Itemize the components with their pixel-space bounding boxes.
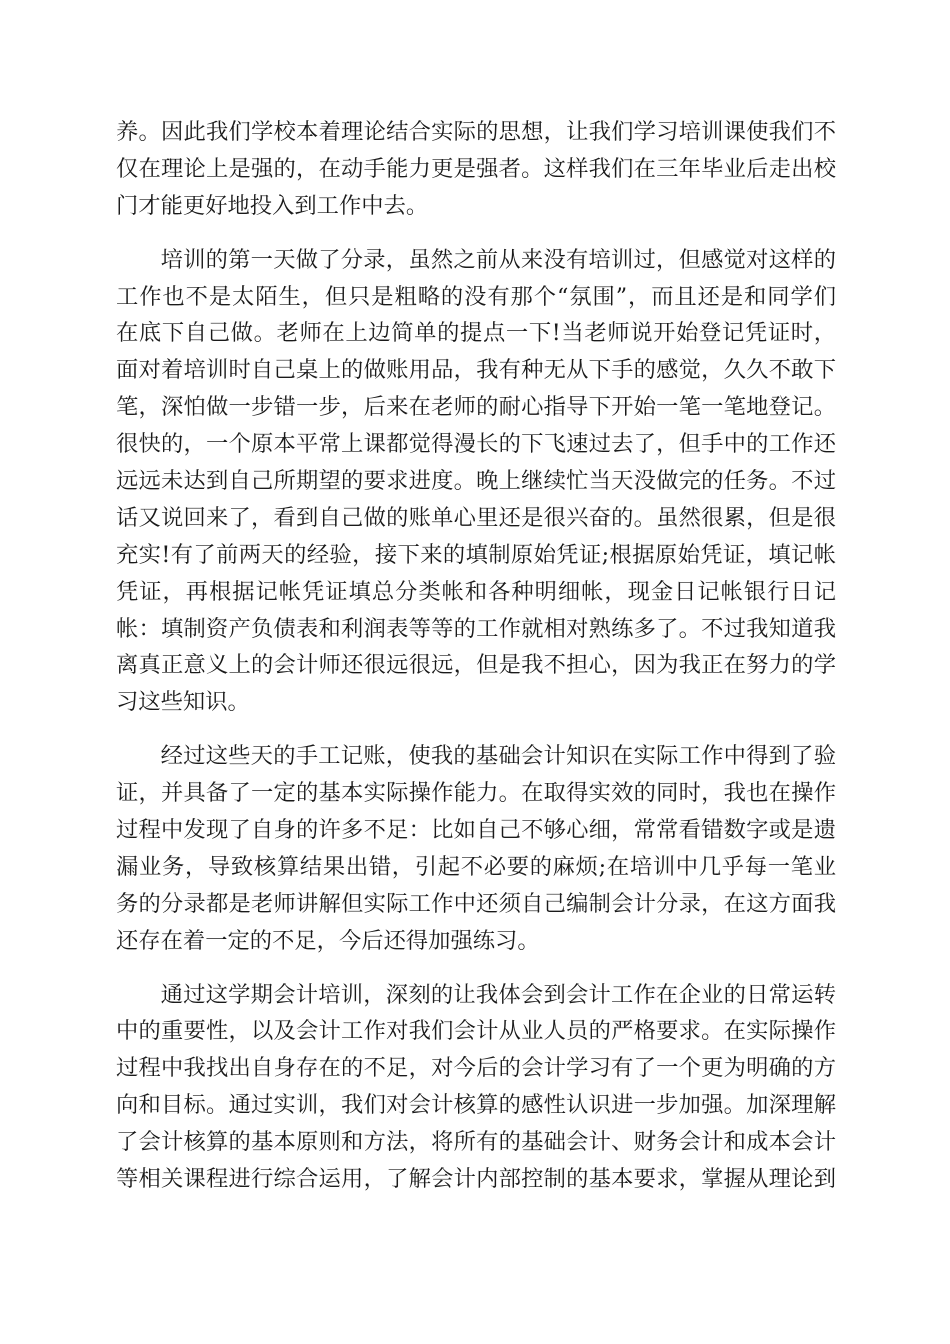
paragraph-2 <box>116 242 836 722</box>
paragraph-1 <box>116 114 836 225</box>
paragraph-3 <box>116 738 836 959</box>
text-line: 中的重要性，以及会计工作对我们会计从业人员的严格要求。在实际操作 <box>116 1018 836 1045</box>
text-line: 充实!有了前两天的经验，接下来的填制原始凭证;根据原始凭证，填记帐 <box>116 541 836 568</box>
text-line: 过程中发现了自身的许多不足：比如自己不够心细，常常看错数字或是遗 <box>116 817 836 844</box>
text-line: 培训的第一天做了分录，虽然之前从来没有培训过，但感觉对这样的 <box>160 246 836 273</box>
text-line: 笔，深怕做一步错一步，后来在老师的耐心指导下开始一笔一笔地登记。 <box>116 394 836 421</box>
text-line: 等相关课程进行综合运用，了解会计内部控制的基本要求，掌握从理论到 <box>116 1166 836 1193</box>
text-line: 经过这些天的手工记账，使我的基础会计知识在实际工作中得到了验 <box>160 743 836 770</box>
text-line: 证，并具备了一定的基本实际操作能力。在取得实效的同时，我也在操作 <box>116 780 836 807</box>
text-line: 通过这学期会计培训，深刻的让我体会到会计工作在企业的日常运转 <box>160 981 836 1008</box>
text-line: 向和目标。通过实训，我们对会计核算的感性认识进一步加强。加深理解 <box>116 1092 836 1119</box>
text-line: 漏业务，导致核算结果出错，引起不必要的麻烦;在培训中几乎每一笔业 <box>116 853 836 880</box>
text-line: 凭证，再根据记帐凭证填总分类帐和各种明细帐，现金日记帐银行日记 <box>116 578 836 605</box>
text-line: 务的分录都是老师讲解但实际工作中还须自己编制会计分录，在这方面我 <box>116 890 836 917</box>
text-line: 很快的，一个原本平常上课都觉得漫长的下飞速过去了，但手中的工作还 <box>116 431 836 458</box>
text-line: 还存在着一定的不足，今后还得加强练习。 <box>116 927 540 954</box>
text-line: 仅在理论上是强的，在动手能力更是强者。这样我们在三年毕业后走出校 <box>116 155 836 182</box>
text-line: 过程中我找出自身存在的不足，对今后的会计学习有了一个更为明确的方 <box>116 1055 836 1082</box>
text-line: 远远未达到自己所期望的要求进度。晚上继续忙当天没做完的任务。不过 <box>116 468 836 495</box>
text-line: 离真正意义上的会计师还很远很远，但是我不担心，因为我正在努力的学 <box>116 652 836 679</box>
text-line: 话又说回来了，看到自己做的账单心里还是很兴奋的。虽然很累，但是很 <box>116 504 836 531</box>
text-line: 习这些知识。 <box>116 689 250 716</box>
text-line: 养。因此我们学校本着理论结合实际的思想，让我们学习培训课使我们不 <box>116 119 836 145</box>
text-line: 面对着培训时自己桌上的做账用品，我有种无从下手的感觉，久久不敢下 <box>116 357 836 384</box>
paragraph-4 <box>116 977 836 1198</box>
text-line: 了会计核算的基本原则和方法，将所有的基础会计、财务会计和成本会计 <box>116 1129 836 1156</box>
document-page <box>116 114 836 1198</box>
text-line: 帐：填制资产负债表和利润表等等的工作就相对熟练多了。不过我知道我 <box>116 615 836 642</box>
text-line: 在底下自己做。老师在上边简单的提点一下!当老师说开始登记凭证时， <box>116 320 836 347</box>
text-line: 工作也不是太陌生，但只是粗略的没有那个“氛围”，而且还是和同学们 <box>116 283 836 310</box>
text-line: 门才能更好地投入到工作中去。 <box>116 192 429 219</box>
